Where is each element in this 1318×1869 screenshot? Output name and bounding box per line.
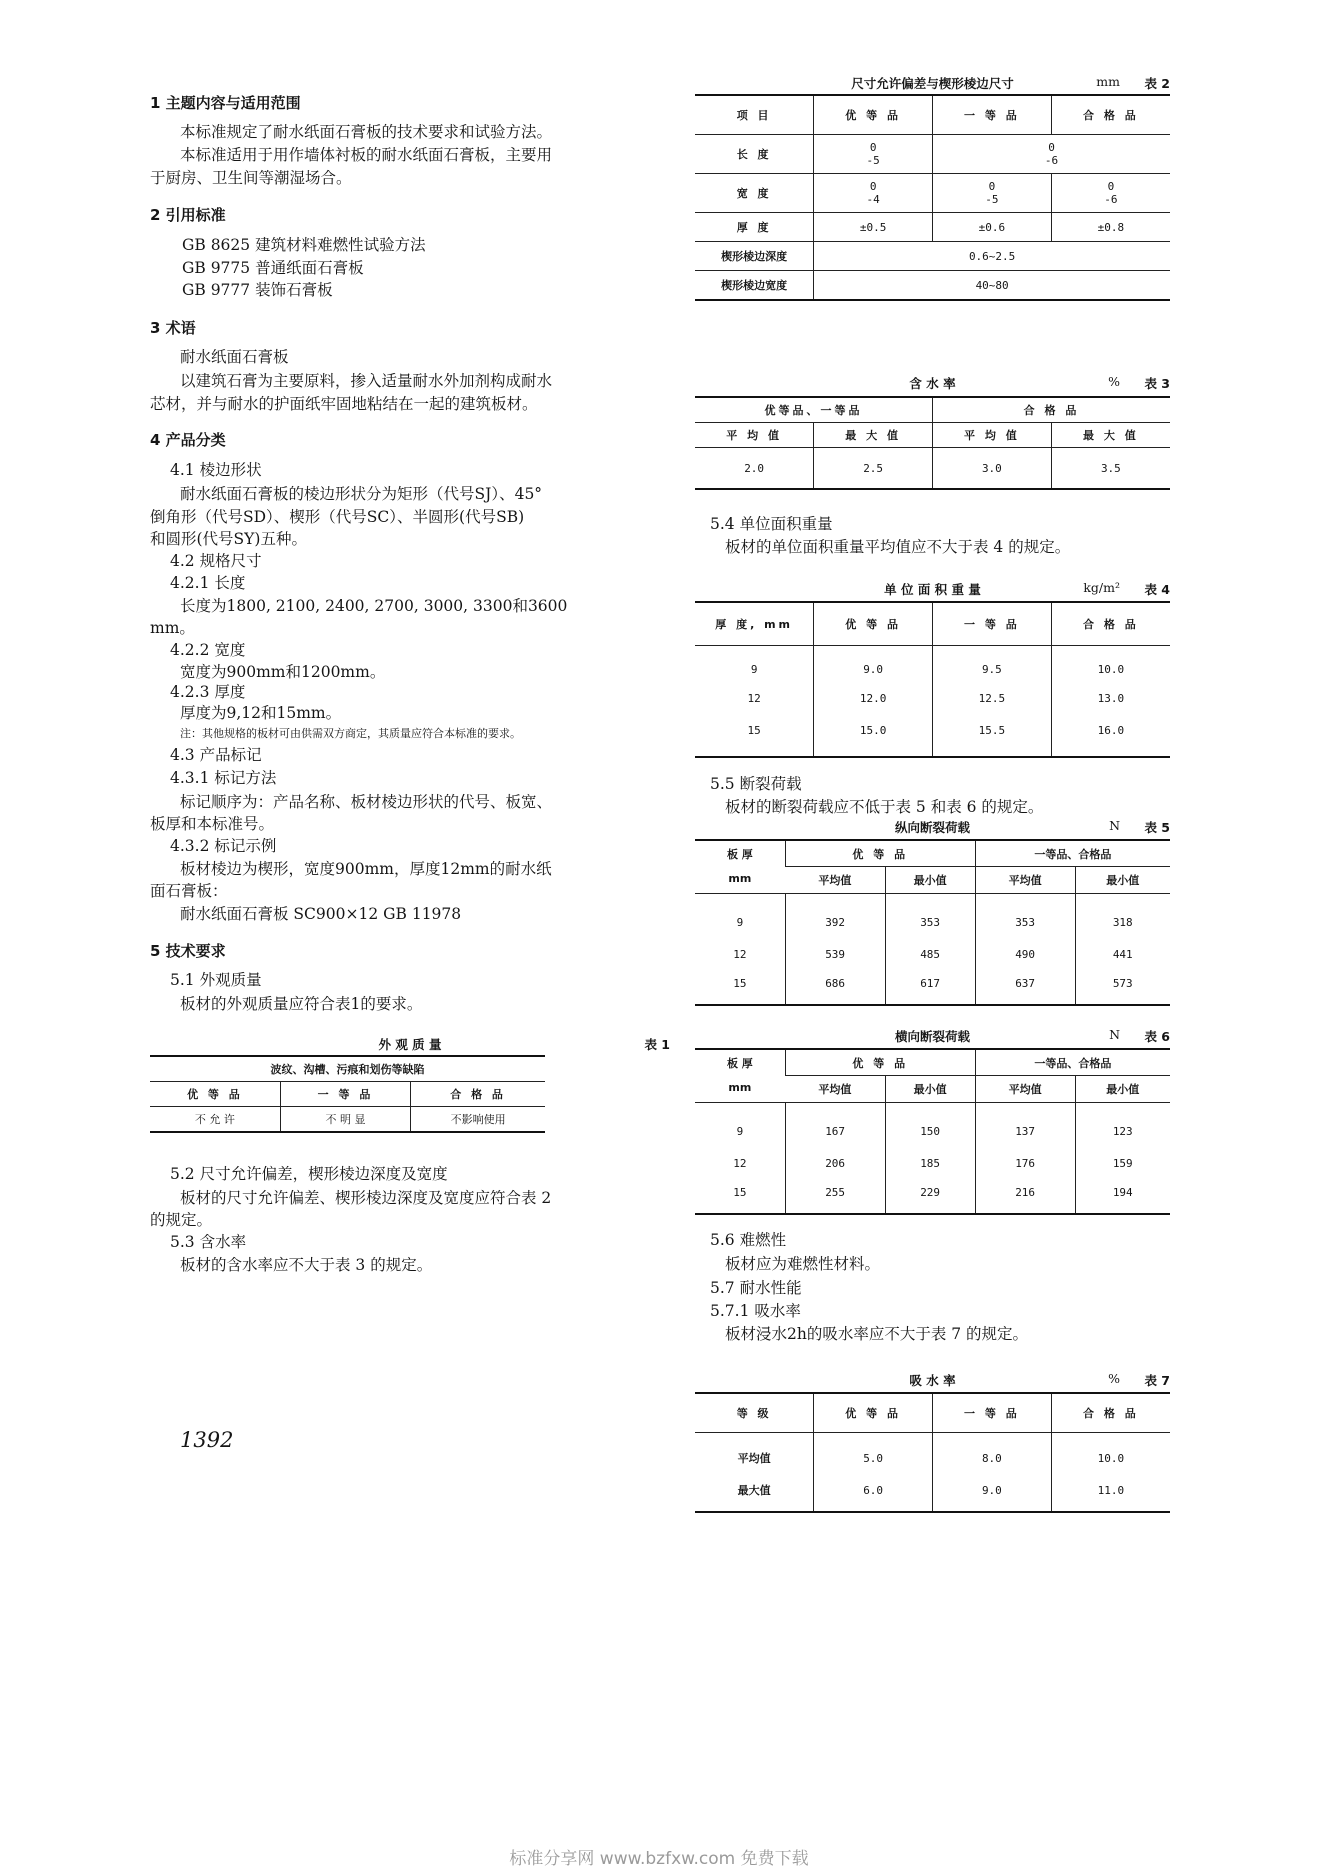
table-2-caption (695, 74, 1170, 90)
page-number: 1392 (180, 1428, 234, 1452)
table-2-row-label: 长 度 (695, 135, 814, 174)
table-4-cell: 15 (747, 723, 761, 737)
table-7-col: 等 级 (695, 1393, 814, 1433)
table-6-cell: 159 (1075, 1149, 1170, 1177)
note: 注：其他规格的板材可由供需双方商定，其质量应符合本标准的要求。 (180, 727, 521, 740)
table-2-cell: ±0.8 (1051, 213, 1170, 242)
section-3-title: 3 术语 (150, 319, 196, 337)
subsection-title: 5.3 含水率 (170, 1233, 247, 1251)
table-3-unit: % (1108, 374, 1120, 389)
table-6-unit: N (1109, 1027, 1120, 1042)
paragraph: mm。 (150, 619, 195, 637)
table-3-col: 平 均 值 (933, 423, 1052, 448)
table-4-col: 合 格 品 (1051, 602, 1170, 646)
table-2-cell: 40~80 (814, 271, 1170, 301)
paragraph: 以建筑石膏为主要原料，掺入适量耐水外加剂构成耐水 (180, 372, 553, 390)
subsection-title: 5.7 耐水性能 (710, 1279, 802, 1297)
table-7-col: 合 格 品 (1051, 1393, 1170, 1433)
section-1-title: 1 主题内容与适用范围 (150, 94, 301, 112)
table-4-cell: 15.0 (814, 712, 933, 757)
table-2-col: 合 格 品 (1051, 95, 1170, 135)
table-5-cell: 617 (885, 968, 975, 1005)
subsection-title: 4.3 产品标记 (170, 746, 262, 764)
table-6-group: 一等品、合格品 (975, 1049, 1170, 1076)
table-3-col: 最 大 值 (814, 423, 933, 448)
table-1-cell: 不影响使用 (411, 1107, 545, 1133)
table-4-cell: 13.0 (1051, 684, 1170, 712)
table-5-group: 一等品、合格品 (975, 840, 1170, 867)
table-7-caption (695, 1371, 1170, 1387)
table-3-caption (695, 374, 1170, 390)
table-5-cell: 539 (785, 940, 885, 968)
subsection-title: 5.7.1 吸水率 (710, 1302, 801, 1320)
table-1 (150, 1055, 545, 1133)
paragraph: 板材浸水2h的吸水率应不大于表 7 的规定。 (725, 1325, 1029, 1343)
table-7-row-label: 平均值 (737, 1452, 771, 1465)
table-3 (695, 396, 1170, 490)
table-5-group: 优 等 品 (785, 840, 975, 867)
paragraph: 面石膏板： (150, 882, 228, 900)
table-3-number: 表 3 (1144, 376, 1170, 391)
table-2-row-label: 楔形棱边宽度 (721, 279, 788, 292)
table-2-unit: mm (1096, 74, 1120, 89)
table-2-cell: 0 -4 (814, 174, 933, 213)
table-5-col: 最小值 (885, 867, 975, 894)
subsection-title: 4.2.2 宽度 (170, 641, 246, 659)
table-4-cell: 9.0 (814, 646, 933, 685)
table-7-row-label: 最大值 (737, 1484, 771, 1497)
table-3-group: 优等品、一等品 (695, 397, 933, 423)
subsection-title: 4.2.3 厚度 (170, 683, 246, 701)
table-3-group: 合 格 品 (933, 397, 1171, 423)
paragraph: 板材的单位面积重量平均值应不大于表 4 的规定。 (725, 538, 1071, 556)
table-5-col: 平均值 (785, 867, 885, 894)
paragraph: 板材的尺寸允许偏差、楔形棱边深度及宽度应符合表 2 (180, 1189, 552, 1207)
table-2-col: 优 等 品 (814, 95, 933, 135)
table-6-col: 平均值 (975, 1076, 1075, 1103)
subsection-title: 5.5 断裂荷载 (710, 775, 802, 793)
subsection-title: 5.4 单位面积重量 (710, 515, 833, 533)
paragraph: 的规定。 (150, 1211, 213, 1229)
table-6-cell: 185 (885, 1149, 975, 1177)
table-4-cell: 9 (750, 662, 758, 676)
marking-example: 耐水纸面石膏板 SC900×12 GB 11978 (180, 905, 462, 923)
table-7-cell: 10.0 (1051, 1433, 1170, 1476)
table-5-col: 平均值 (975, 867, 1075, 894)
paragraph: 板厚和本标准号。 (150, 815, 275, 833)
paragraph: 芯材，并与耐水的护面纸牢固地粘结在一起的建筑板材。 (150, 395, 538, 413)
table-6-col: 最小值 (1075, 1076, 1170, 1103)
subsection-title: 4.3.2 标记示例 (170, 837, 277, 855)
table-5-cell: 12 (733, 947, 747, 961)
table-5-cell: 441 (1075, 940, 1170, 968)
table-6-row-header: 板 厚 mm (695, 1049, 785, 1103)
table-5-row-header: 板 厚 mm (695, 840, 785, 894)
table-2-row-label: 楔形棱边深度 (695, 242, 814, 271)
table-2-cell: 0 -6 (933, 135, 1171, 174)
term: 耐水纸面石膏板 (180, 348, 289, 366)
table-1-caption (150, 1035, 670, 1051)
table-4 (695, 601, 1170, 758)
table-2-row-label: 宽 度 (695, 174, 814, 213)
table-1-col: 优 等 品 (150, 1082, 280, 1107)
table-2-col: 项 目 (695, 95, 814, 135)
table-1-title: 外 观 质 量 (378, 1037, 442, 1052)
table-4-col: 优 等 品 (814, 602, 933, 646)
reference: GB 8625 建筑材料难燃性试验方法 (182, 236, 426, 254)
table-7-cell: 5.0 (814, 1433, 933, 1476)
table-2-cell: ±0.6 (933, 213, 1052, 242)
table-5-col: 最小值 (1075, 867, 1170, 894)
table-6-col: 平均值 (785, 1076, 885, 1103)
table-1-col: 一 等 品 (280, 1082, 410, 1107)
reference: GB 9777 装饰石膏板 (182, 281, 333, 299)
paragraph: 板材的含水率应不大于表 3 的规定。 (180, 1256, 433, 1274)
table-6-cell: 255 (785, 1177, 885, 1214)
table-6-cell: 176 (975, 1149, 1075, 1177)
table-5-cell: 573 (1075, 968, 1170, 1005)
table-7-col: 一 等 品 (933, 1393, 1052, 1433)
table-2-title: 尺寸允许偏差与楔形棱边尺寸 (851, 76, 1014, 91)
table-7 (695, 1392, 1170, 1513)
table-7-number: 表 7 (1144, 1373, 1170, 1388)
table-3-cell: 2.0 (744, 461, 765, 475)
table-6-cell: 229 (885, 1177, 975, 1214)
paragraph: 于厨房、卫生间等潮湿场合。 (150, 169, 352, 187)
table-3-cell: 3.0 (933, 448, 1052, 490)
paragraph: 耐水纸面石膏板的棱边形状分为矩形（代号SJ）、45° (180, 485, 543, 503)
table-3-cell: 3.5 (1051, 448, 1170, 490)
table-7-cell: 8.0 (933, 1433, 1052, 1476)
table-2-row-label: 厚 度 (695, 213, 814, 242)
table-2-cell: 0 -5 (814, 135, 933, 174)
table-1-cell: 不 明 显 (280, 1107, 410, 1133)
table-4-caption (695, 580, 1170, 596)
subsection-title: 4.2.1 长度 (170, 574, 246, 592)
table-5-cell: 353 (975, 894, 1075, 941)
table-5 (695, 839, 1170, 1006)
table-4-title: 单 位 面 积 重 量 (884, 582, 981, 597)
table-6-cell: 123 (1075, 1103, 1170, 1150)
paragraph: 板材的外观质量应符合表1的要求。 (180, 995, 423, 1013)
subsection-title: 4.2 规格尺寸 (170, 552, 262, 570)
table-6-cell: 150 (885, 1103, 975, 1150)
subsection-title: 4.3.1 标记方法 (170, 769, 277, 787)
table-6-cell: 194 (1075, 1177, 1170, 1214)
paragraph: 厚度为9,12和15mm。 (180, 704, 342, 722)
paragraph: 倒角形（代号SD）、楔形（代号SC）、半圆形(代号SB) (150, 508, 525, 526)
table-2-cell: ±0.5 (814, 213, 933, 242)
table-5-cell: 637 (975, 968, 1075, 1005)
table-2 (695, 94, 1170, 301)
table-1-col: 合 格 品 (411, 1082, 545, 1107)
table-3-col: 最 大 值 (1051, 423, 1170, 448)
table-5-title: 纵向断裂荷载 (894, 820, 970, 835)
table-4-cell: 12.5 (933, 684, 1052, 712)
table-6-title: 横向断裂荷载 (894, 1029, 970, 1044)
table-6-cell: 216 (975, 1177, 1075, 1214)
table-4-cell: 9.5 (933, 646, 1052, 685)
table-4-unit: kg/m² (1083, 580, 1120, 595)
table-6-group: 优 等 品 (785, 1049, 975, 1076)
table-3-title: 含 水 率 (909, 376, 956, 391)
table-6 (695, 1048, 1170, 1215)
paragraph: 板材的断裂荷载应不低于表 5 和表 6 的规定。 (725, 798, 1044, 816)
table-2-cell: 0 -5 (933, 174, 1052, 213)
section-5-title: 5 技术要求 (150, 942, 226, 960)
table-4-cell: 16.0 (1051, 712, 1170, 757)
table-4-col: 一 等 品 (933, 602, 1052, 646)
table-5-cell: 15 (733, 976, 747, 990)
table-5-cell: 318 (1075, 894, 1170, 941)
table-5-cell: 392 (785, 894, 885, 941)
section-2-title: 2 引用标准 (150, 206, 226, 224)
table-3-col: 平 均 值 (695, 423, 814, 448)
table-5-cell: 9 (736, 915, 744, 929)
table-6-number: 表 6 (1144, 1029, 1170, 1044)
table-7-unit: % (1108, 1371, 1120, 1386)
table-7-cell: 11.0 (1051, 1475, 1170, 1512)
paragraph: 和圆形(代号SY)五种。 (150, 530, 307, 548)
table-7-cell: 9.0 (933, 1475, 1052, 1512)
table-6-col: 最小值 (885, 1076, 975, 1103)
table-6-cell: 12 (733, 1156, 747, 1170)
subsection-title: 5.6 难燃性 (710, 1231, 787, 1249)
table-1-number: 表 1 (644, 1037, 670, 1052)
table-2-col: 一 等 品 (933, 95, 1052, 135)
table-4-cell: 15.5 (933, 712, 1052, 757)
paragraph: 长度为1800, 2100, 2400, 2700, 3000, 3300和3600 (180, 597, 568, 615)
table-5-cell: 353 (885, 894, 975, 941)
table-2-cell: 0 -6 (1051, 174, 1170, 213)
table-6-cell: 9 (736, 1124, 744, 1138)
table-1-header: 波纹、沟槽、污痕和划伤等缺陷 (150, 1056, 545, 1082)
subsection-title: 4.1 棱边形状 (170, 461, 262, 479)
paragraph: 板材应为难燃性材料。 (725, 1255, 881, 1273)
table-6-cell: 167 (785, 1103, 885, 1150)
table-1-cell: 不 允 许 (194, 1113, 235, 1126)
table-5-cell: 490 (975, 940, 1075, 968)
subsection-title: 5.2 尺寸允许偏差，楔形棱边深度及宽度 (170, 1165, 448, 1183)
paragraph: 板材棱边为楔形，宽度900mm，厚度12mm的耐水纸 (180, 860, 552, 878)
section-4-title: 4 产品分类 (150, 431, 226, 449)
paragraph: 标记顺序为：产品名称、板材棱边形状的代号、板宽、 (180, 793, 553, 811)
table-6-cell: 15 (733, 1185, 747, 1199)
paragraph: 本标准规定了耐水纸面石膏板的技术要求和试验方法。 (180, 123, 553, 141)
paragraph: 本标准适用于用作墙体衬板的耐水纸面石膏板，主要用 (180, 146, 553, 164)
table-2-number: 表 2 (1144, 76, 1170, 91)
reference: GB 9775 普通纸面石膏板 (182, 259, 364, 277)
table-7-col: 优 等 品 (814, 1393, 933, 1433)
table-4-number: 表 4 (1144, 582, 1170, 597)
table-5-unit: N (1109, 818, 1120, 833)
table-5-cell: 686 (785, 968, 885, 1005)
table-4-col: 厚 度, mm (695, 602, 814, 646)
table-2-cell: 0.6~2.5 (814, 242, 1170, 271)
table-7-title: 吸 水 率 (909, 1373, 956, 1388)
table-5-number: 表 5 (1144, 820, 1170, 835)
paragraph: 宽度为900mm和1200mm。 (180, 663, 386, 681)
table-4-cell: 12.0 (814, 684, 933, 712)
table-5-cell: 485 (885, 940, 975, 968)
table-6-cell: 206 (785, 1149, 885, 1177)
table-4-cell: 10.0 (1051, 646, 1170, 685)
table-4-cell: 12 (747, 691, 761, 705)
footer-watermark: 标准分享网 www.bzfxw.com 免费下载 (509, 1849, 809, 1869)
table-3-cell: 2.5 (814, 448, 933, 490)
subsection-title: 5.1 外观质量 (170, 971, 262, 989)
table-6-caption (695, 1027, 1170, 1043)
table-7-cell: 6.0 (814, 1475, 933, 1512)
table-5-caption (695, 818, 1170, 834)
table-6-cell: 137 (975, 1103, 1075, 1150)
